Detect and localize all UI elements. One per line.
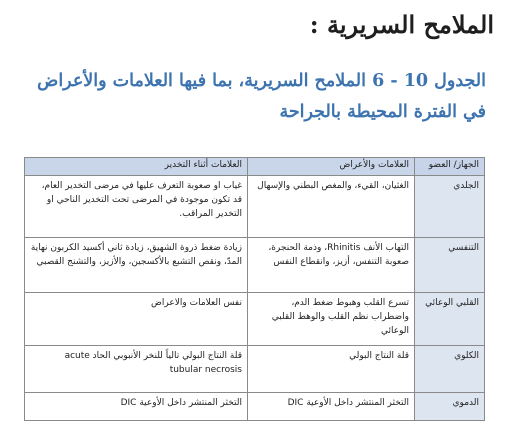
cell-anesthesia: نفس العلامات والاعراض bbox=[25, 293, 248, 346]
cell-anesthesia: زيادة ضغط ذروة الشهيق، زيادة ثاني أكسيد الكربون نهاية المدّ، ونقص التشبع بالأكسجين، والأزيز، والتشنج القصبي bbox=[25, 238, 248, 293]
table-row bbox=[25, 238, 485, 293]
table-header-row bbox=[25, 158, 485, 176]
cell-organ: الجلدي bbox=[415, 176, 485, 238]
table-row bbox=[25, 293, 485, 346]
section-heading: الملامح السريرية : bbox=[309, 10, 494, 39]
cell-signs: تسرع القلب وهبوط ضغط الدم، واضطراب نظم القلب والوهط القلبي الوعائي bbox=[248, 293, 415, 346]
cell-organ: القلبي الوعائي bbox=[415, 293, 485, 346]
header-organ: الجهاز/ العضو bbox=[415, 158, 485, 176]
cell-anesthesia: غياب او صعوبة التعرف عليها في مرضى التخدير العام، قد تكون موجودة في المرضى تحت التخدير الناحي او التخدير المراقب. bbox=[25, 176, 248, 238]
cell-signs: قلة النتاج البولي bbox=[248, 346, 415, 393]
cell-signs: الغثيان، القيء، والمغص البطني والإسهال bbox=[248, 176, 415, 238]
header-anesthesia: العلامات أثناء التخدير bbox=[25, 158, 248, 176]
cell-signs: التهاب الأنف Rhinitis، وذمة الحنجرة، صعوبة التنفس، أزيز، وانقطاع النفس bbox=[248, 238, 415, 293]
header-signs: العلامات والأعراض bbox=[248, 158, 415, 176]
table-row bbox=[25, 346, 485, 393]
cell-organ: التنفسي bbox=[415, 238, 485, 293]
cell-anesthesia: التخثر المنتشر داخل الأوعية DIC bbox=[25, 393, 248, 421]
cell-signs: التخثر المنتشر داخل الأوعية DIC bbox=[248, 393, 415, 421]
table-row bbox=[25, 176, 485, 238]
table-row bbox=[25, 393, 485, 421]
cell-organ: الكلوي bbox=[415, 346, 485, 393]
table-caption: الجدول 10 - 6 الملامح السريرية، بما فيها العلامات والأعراض في الفترة المحيطة بالجراحة bbox=[37, 71, 486, 122]
cell-organ: الدموي bbox=[415, 393, 485, 421]
cell-anesthesia: قلة النتاج البولي تالياً للنخر الأنبوبي الحاد acute tubular necrosis bbox=[25, 346, 248, 393]
clinical-features-table bbox=[24, 157, 485, 421]
